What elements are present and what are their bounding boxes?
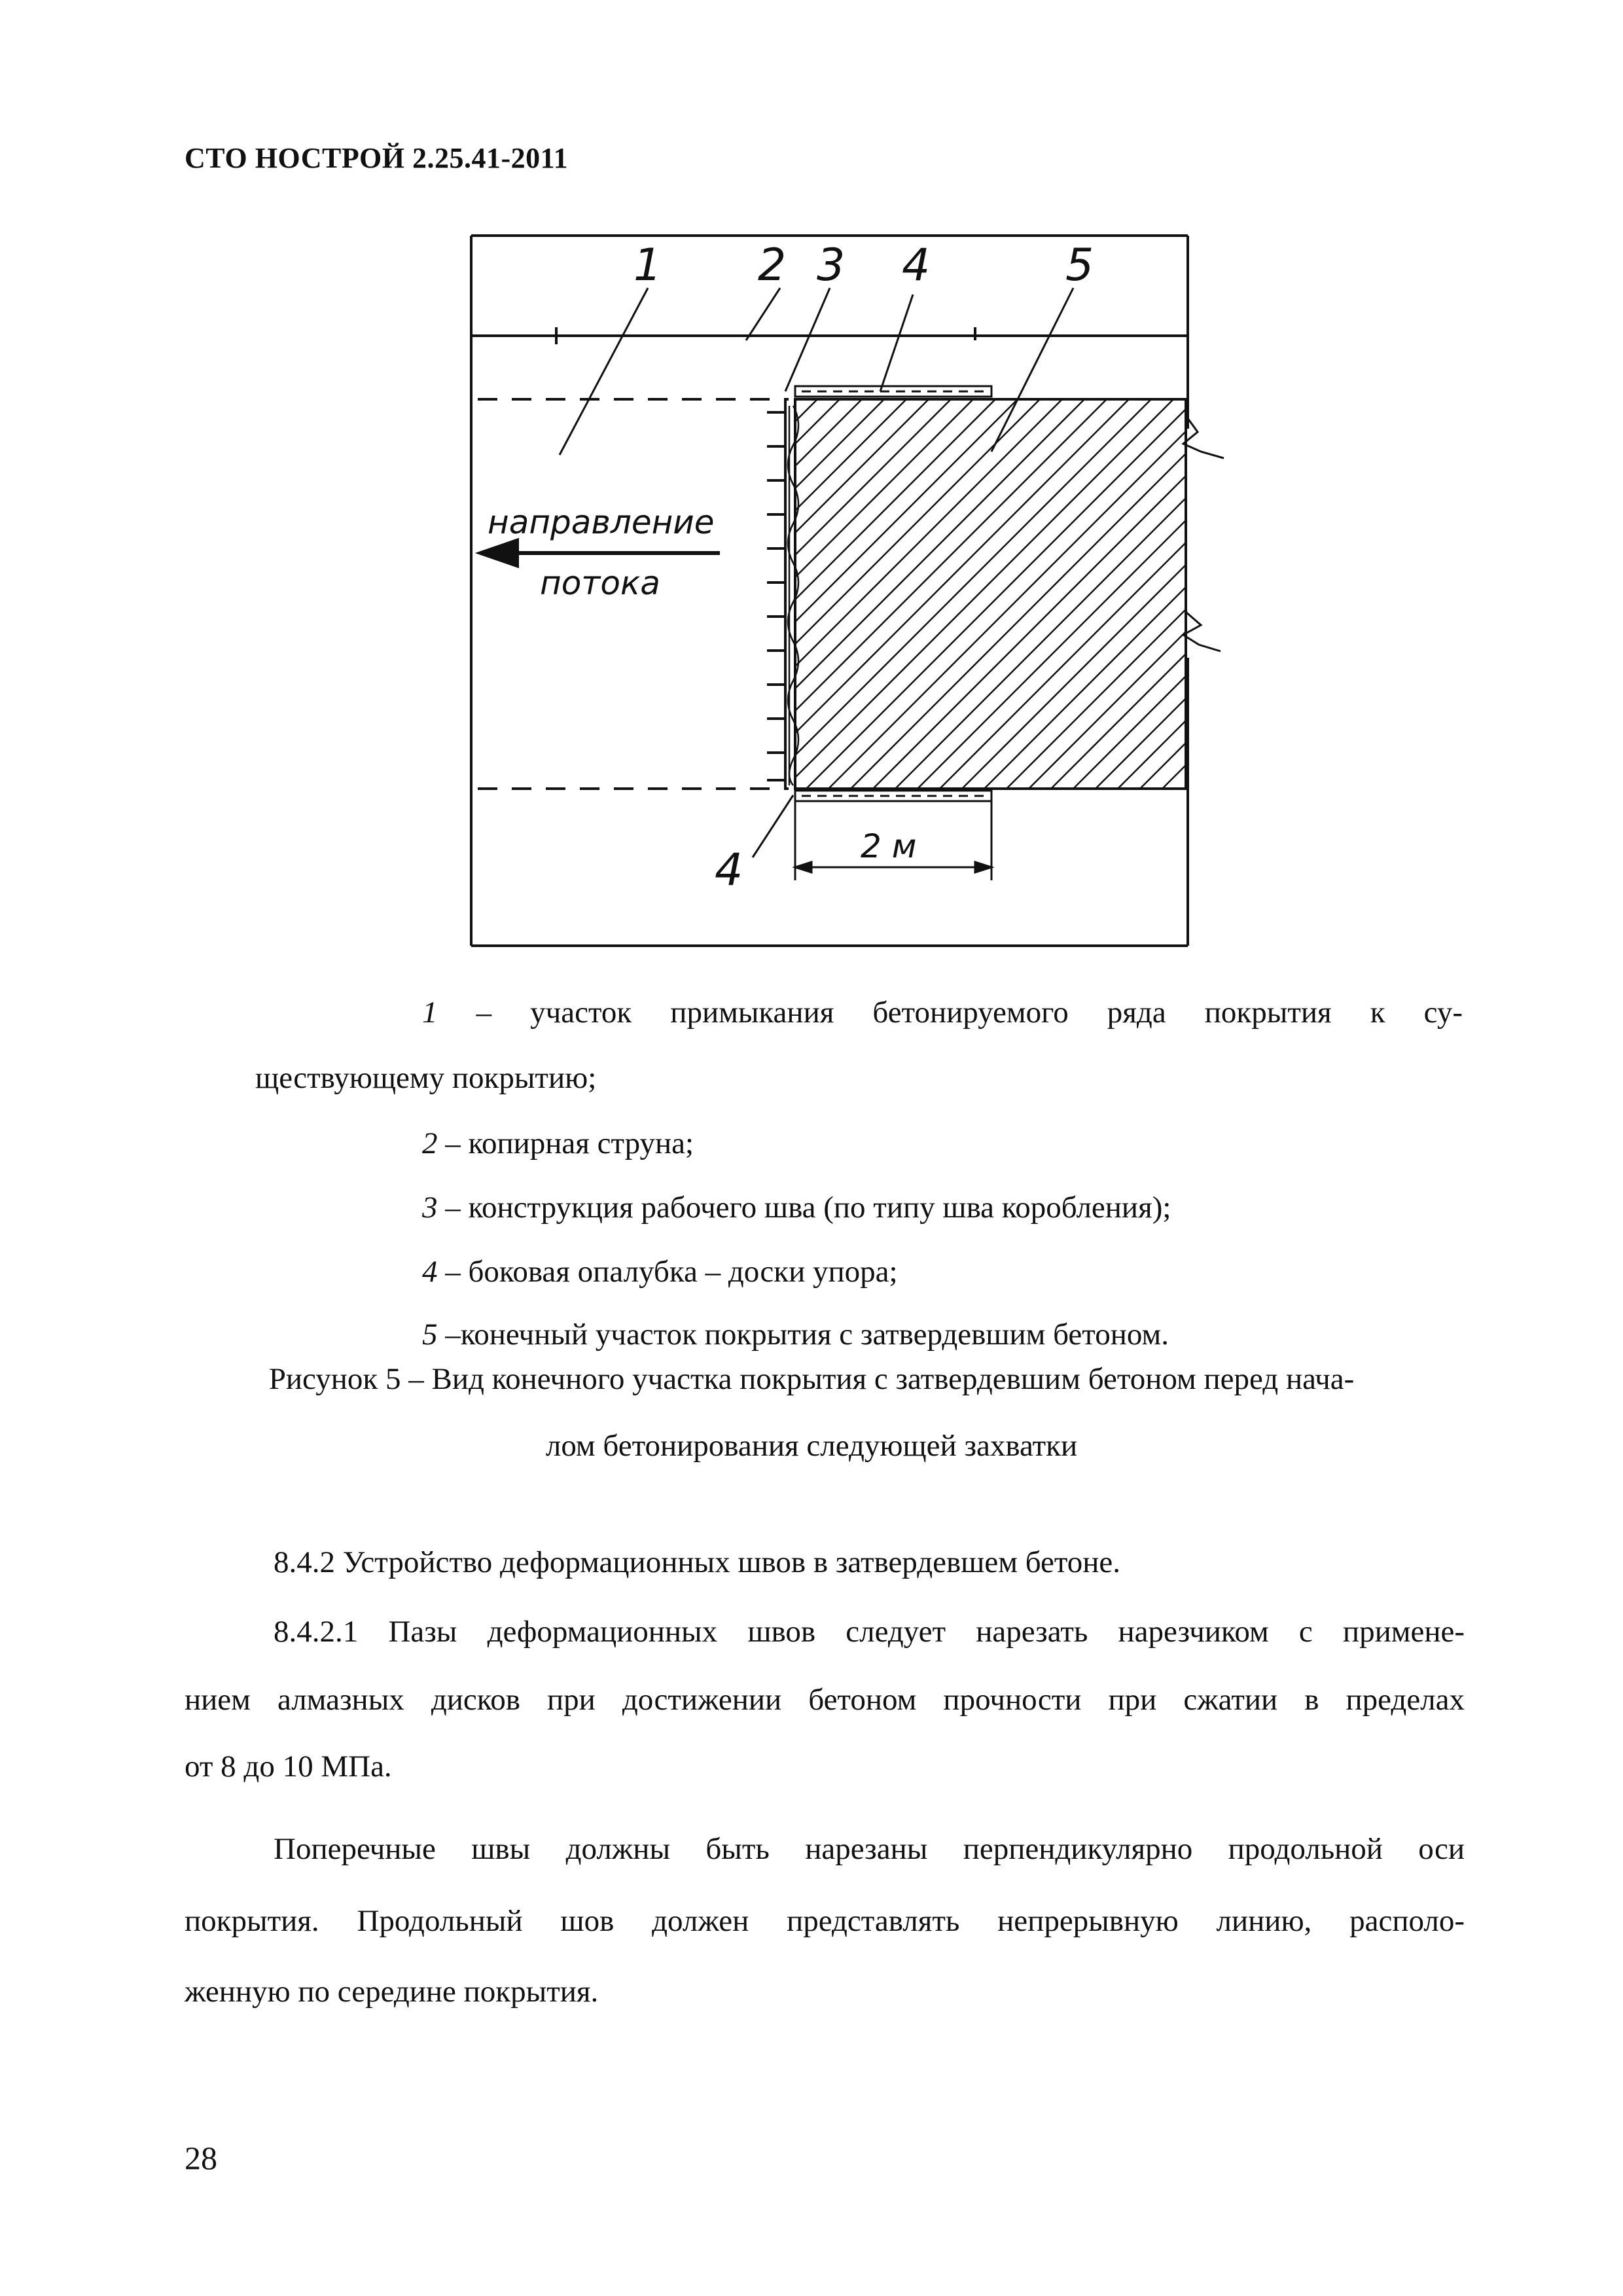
- legend-text: копирная струна;: [468, 1126, 694, 1160]
- paragraph-transverse-line1: Поперечные швы должны быть нарезаны перпендикулярно продольной оси: [274, 1832, 1465, 1866]
- legend-dash: –: [437, 1191, 469, 1225]
- dimension-label: 2 м: [861, 827, 917, 865]
- legend-item-5: [422, 1317, 1169, 1352]
- callout-3: 3: [817, 240, 846, 291]
- break-marks: [1183, 416, 1224, 651]
- legend-dash: –: [437, 996, 531, 1030]
- legend-text: ществующему покрытию;: [255, 1061, 597, 1095]
- callout-2: 2: [758, 240, 787, 291]
- paragraph-8-4-2-1-line3: от 8 до 10 МПа.: [185, 1749, 392, 1784]
- copier-string-ticks: [767, 412, 785, 780]
- legend-num: 2: [422, 1126, 438, 1160]
- callout-5: 5: [1065, 240, 1094, 291]
- callout-1: 1: [633, 240, 662, 291]
- paragraph-transverse-line3: женную по середине покрытия.: [185, 1975, 599, 2009]
- document-header: СТО НОСТРОЙ 2.25.41-2011: [185, 142, 569, 174]
- direction-label-line1: направление: [488, 503, 715, 541]
- callout-4-bottom: 4: [715, 844, 743, 896]
- joint-construction: [788, 406, 798, 785]
- page-number: 28: [185, 2140, 217, 2176]
- legend-item-3: [422, 1190, 1171, 1225]
- legend-text: конструкция рабочего шва (по типу шва коробления);: [468, 1191, 1171, 1225]
- paragraph-8-4-2-1-line2: нием алмазных дисков при достижении бетоном прочности при сжатии в пределах: [185, 1683, 1465, 1717]
- legend-text: конечный участок покрытия с затвердевшим бетоном.: [460, 1318, 1169, 1352]
- paragraph-transverse-line2: покрытия. Продольный шов должен представлять непрерывную линию, располо-: [185, 1904, 1465, 1938]
- legend-num: 1: [422, 996, 438, 1030]
- legend-text: боковая опалубка – доски упора;: [468, 1255, 898, 1289]
- figure-caption-line2: лом бетонирования следующей захватки: [545, 1429, 1078, 1463]
- legend-item-4: [422, 1254, 898, 1289]
- legend-item-1-continued: [255, 1060, 596, 1096]
- figure-caption-line1: Рисунок 5 – Вид конечного участка покрытия с затвердевшим бетоном перед нача-: [268, 1362, 1355, 1396]
- legend-dash: –: [437, 1318, 461, 1352]
- legend-dash: –: [437, 1255, 469, 1289]
- paragraph-8-4-2-1-line1: 8.4.2.1 Пазы деформационных швов следует нарезать нарезчиком с примене-: [274, 1615, 1465, 1649]
- formwork-boards: [795, 386, 991, 801]
- callout-4: 4: [902, 240, 931, 291]
- legend-num: 3: [422, 1191, 438, 1225]
- legend-item-1: [422, 995, 1463, 1030]
- legend-num: 5: [422, 1318, 438, 1352]
- direction-label-line2: потока: [540, 564, 660, 602]
- paragraph-8-4-2: 8.4.2 Устройство деформационных швов в затвердевшем бетоне.: [274, 1545, 1121, 1579]
- legend-num: 4: [422, 1255, 438, 1289]
- flow-direction-arrow: [481, 541, 720, 565]
- legend-dash: –: [437, 1126, 469, 1160]
- legend-text: участок примыкания бетонируемого ряда покрытия к су-: [530, 996, 1463, 1030]
- legend-item-2: [422, 1126, 694, 1161]
- figure-5-drawing: [0, 0, 1623, 995]
